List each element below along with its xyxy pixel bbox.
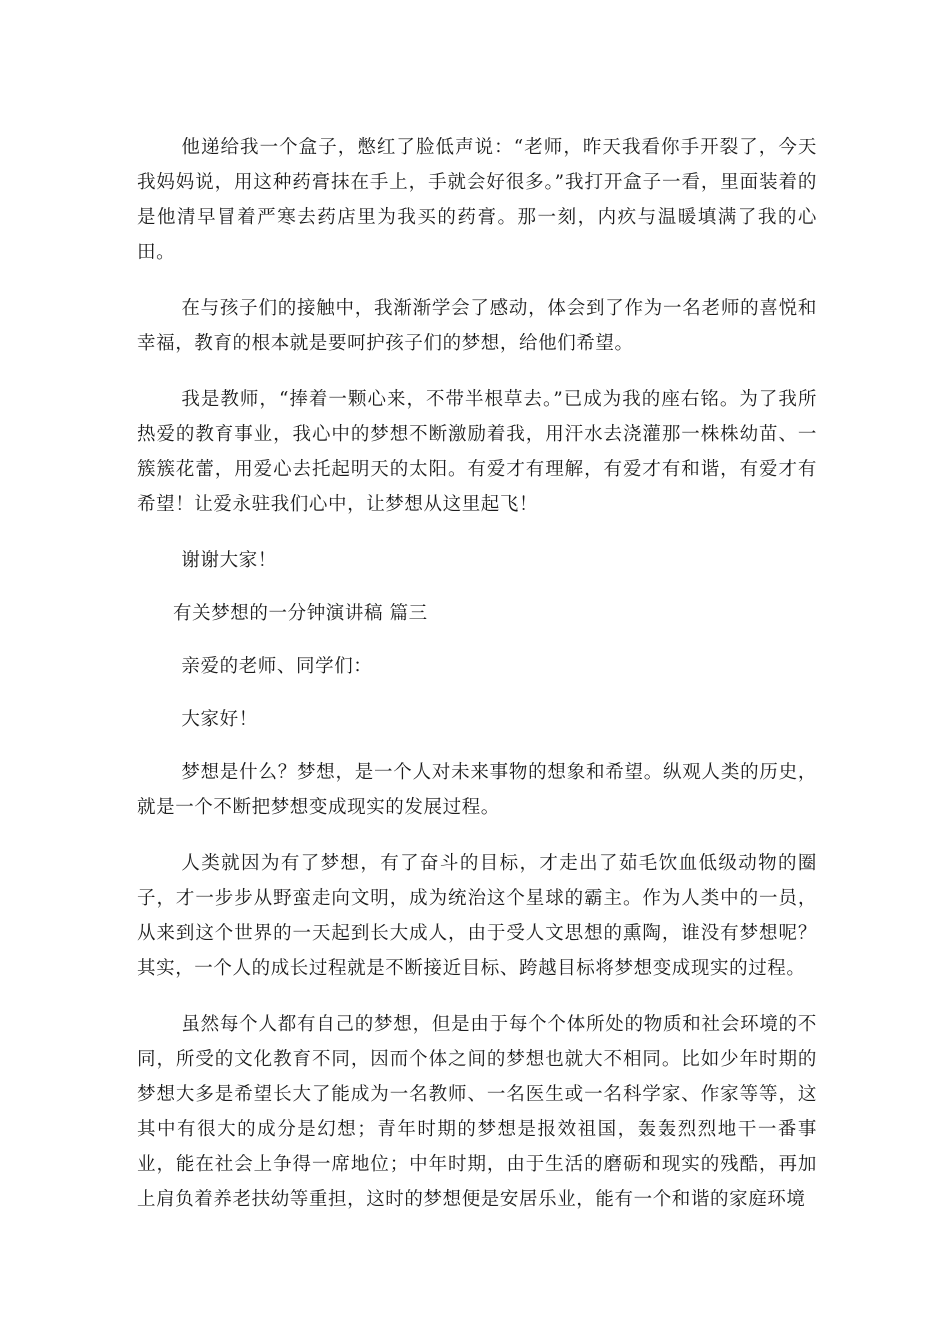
paragraph-greeting-audience: 亲爱的老师、同学们： (181, 656, 373, 677)
paragraph-teacher-motto: 我是教师，“捧着一颗心来，不带半根草去。”已成为我的座右铭。为了我所热爱的教育事业，我心中的梦想不断激励着我，用汗水去浇灌那一株株幼苗、一簇簇花蕾，用爱心去托起明天的太阳。有爱才有理解，有爱才有和谐，有爱才有希望！让爱永驻我们心中，让梦想从这里起飞！ (137, 389, 817, 515)
paragraph-gift-story: 他递给我一个盒子，憋红了脸低声说：“老师，昨天我看你手开裂了，今天我妈妈说，用这种药膏抹在手上，手就会好很多。”我打开盒子一看，里面装着的是他清早冒着严寒去药店里为我买的药膏。那一刻，内疚与温暖填满了我的心田。 (137, 137, 817, 263)
section-heading: 有关梦想的一分钟演讲稿 篇三 (173, 603, 428, 624)
paragraph-thanks: 谢谢大家！ (181, 550, 277, 571)
paragraph-different-dreams: 虽然每个人都有自己的梦想，但是由于每个个体所处的物质和社会环境的不同，所受的文化教育不同，因而个体之间的梦想也就大不相同。比如少年时期的梦想大多是希望长大了能成为一名教师、一名医生或一名科学家、作家等等，这其中有很大的成分是幻想；青年时期的梦想是报效祖国，轰轰烈烈地干一番事业，能在社会上争得一席地位；中年时期，由于生活的磨砺和现实的残酷，再加上肩负着养老扶幼等重担，这时的梦想便是安居乐业，能有一个和谐的家庭环境 (137, 1014, 817, 1210)
paragraph-hello: 大家好！ (181, 709, 258, 730)
paragraph-what-is-dream: 梦想是什么？梦想，是一个人对未来事物的想象和希望。纵观人类的历史，就是一个不断把梦想变成现实的发展过程。 (137, 762, 817, 818)
paragraph-human-dreams: 人类就因为有了梦想，有了奋斗的目标，才走出了茹毛饮血低级动物的圈子，才一步步从野蛮走向文明，成为统治这个星球的霸主。作为人类中的一员，从来到这个世界的一天起到长大成人，由于受人文思想的熏陶，谁没有梦想呢？其实，一个人的成长过程就是不断接近目标、跨越目标将梦想变成现实的过程。 (137, 853, 817, 979)
document-body (137, 130, 817, 1238)
paragraph-learning-emotion: 在与孩子们的接触中，我渐渐学会了感动，体会到了作为一名老师的喜悦和幸福，教育的根本就是要呵护孩子们的梦想，给他们希望。 (137, 298, 817, 354)
